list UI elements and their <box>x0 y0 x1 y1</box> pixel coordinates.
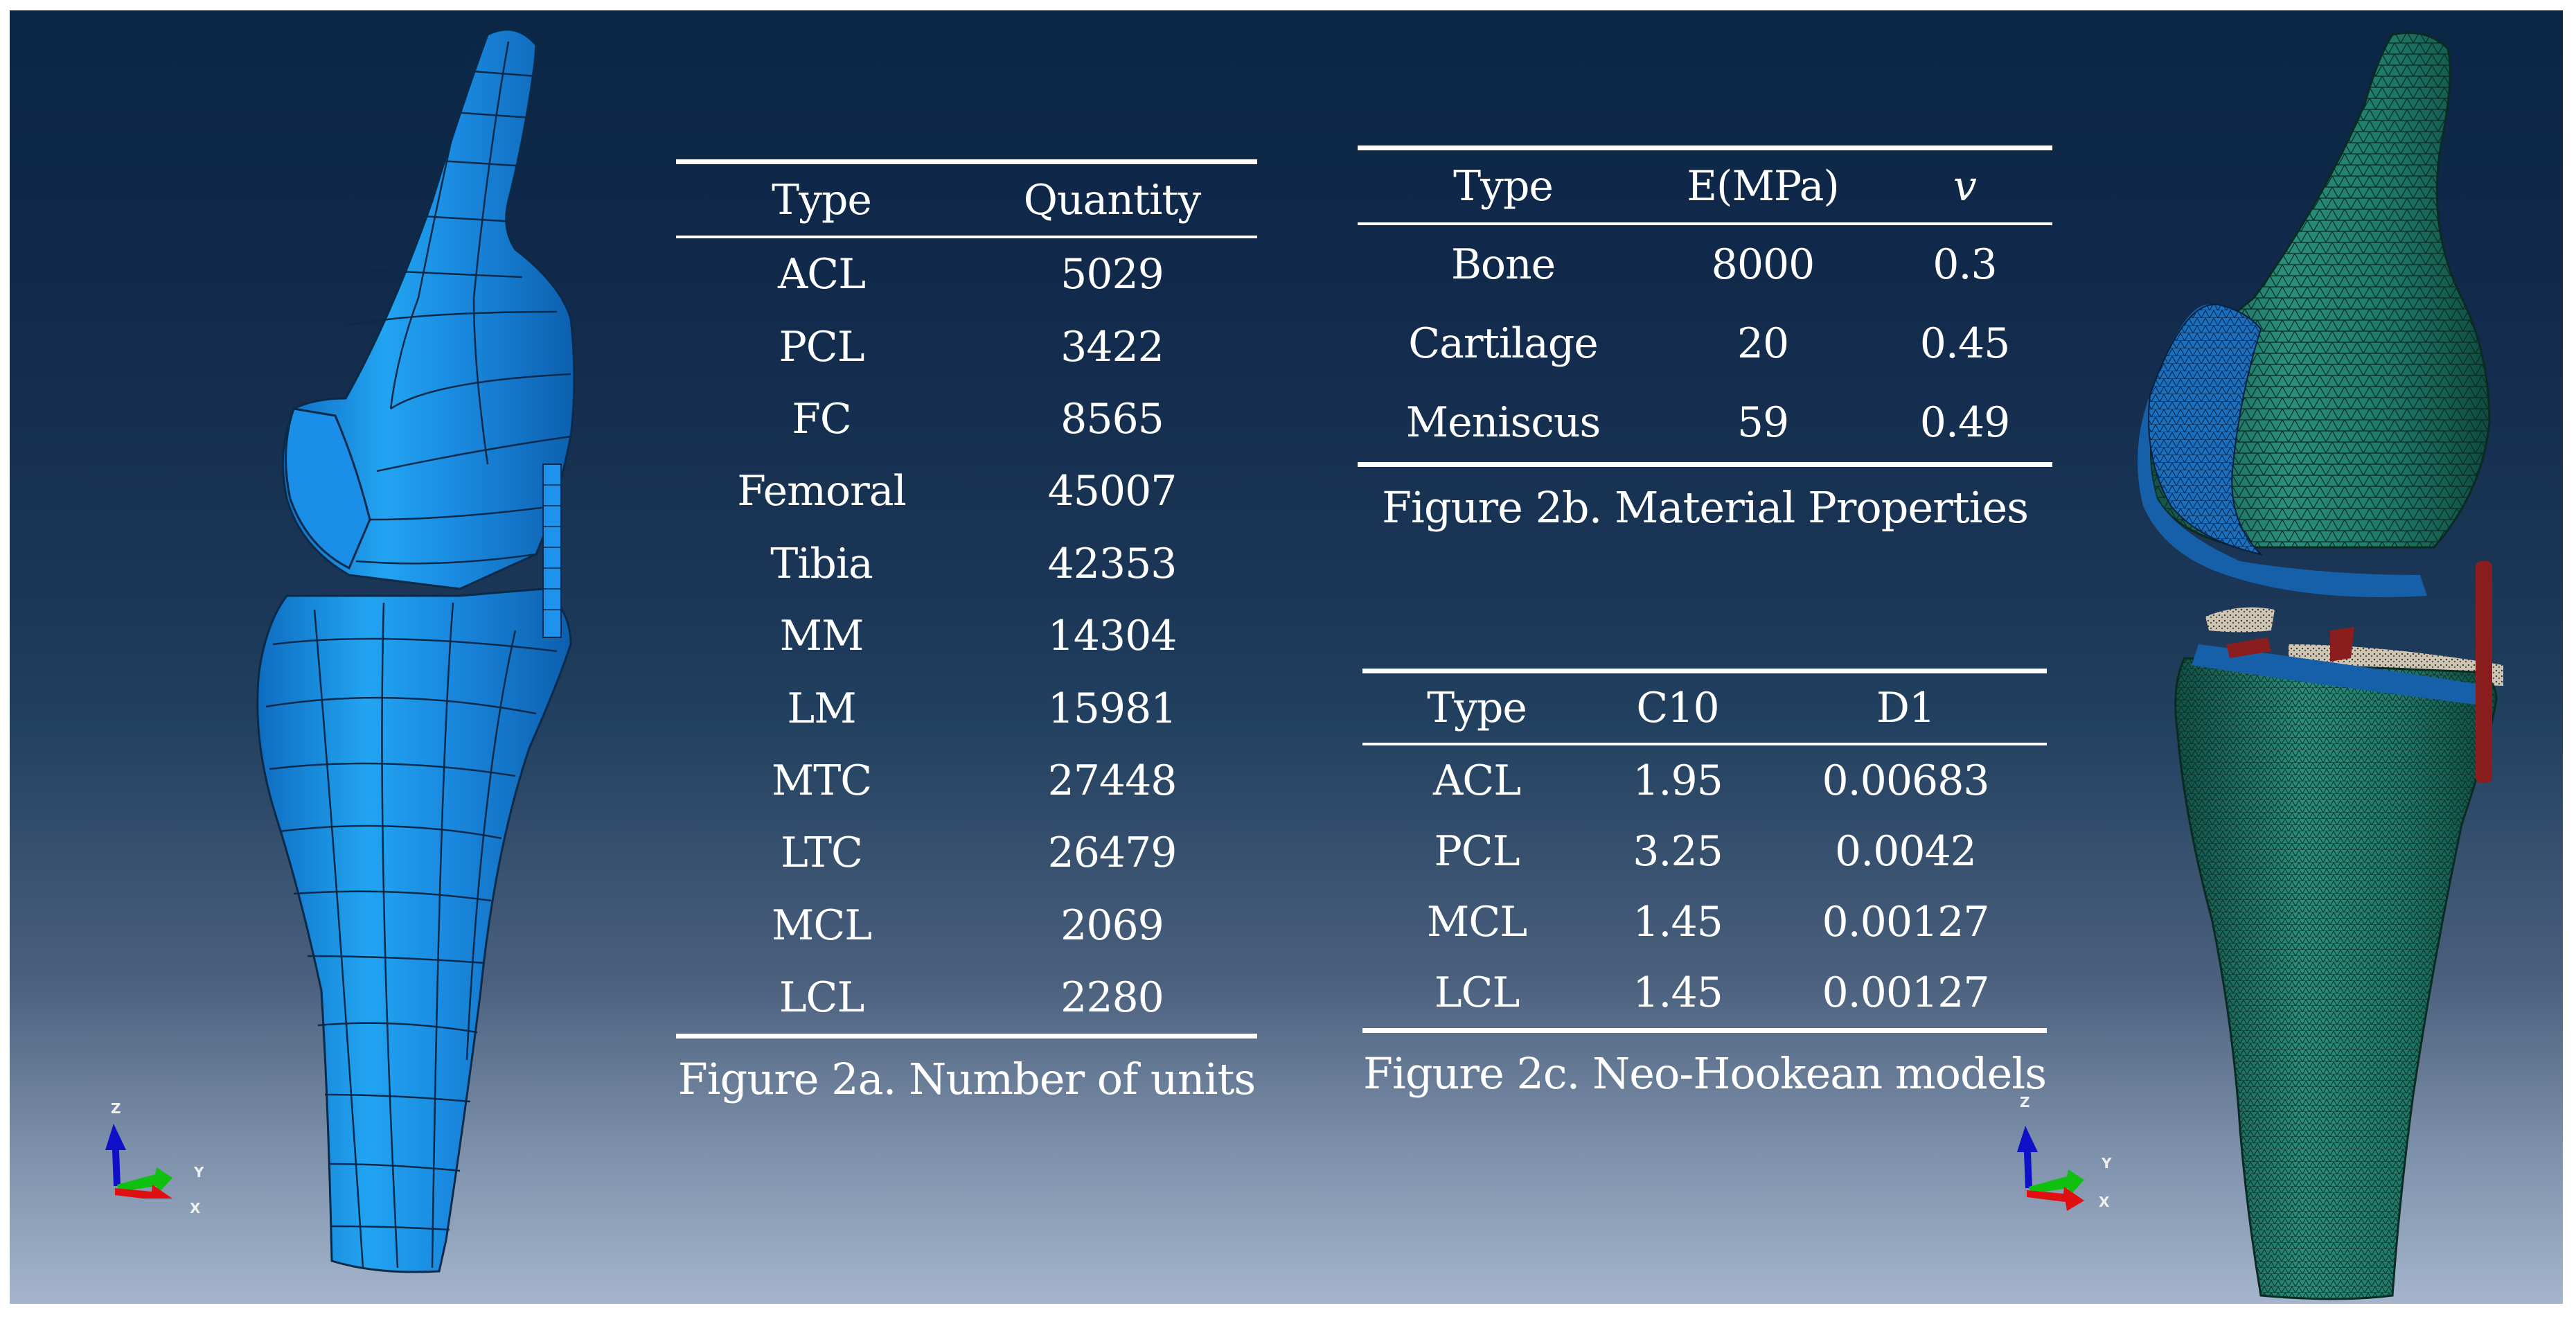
cell-c10: 1.45 <box>1633 898 1723 946</box>
cell-type: Meniscus <box>1405 398 1601 447</box>
cell-type: PCL <box>1434 827 1520 876</box>
cell-type: MM <box>779 612 864 661</box>
cell-type: MCL <box>1426 898 1527 946</box>
cell-type: Cartilage <box>1408 319 1598 368</box>
cell-quantity: 3422 <box>1060 322 1164 371</box>
table-row <box>676 528 1257 600</box>
table-caption: Figure 2b. Material Properties <box>1381 482 2029 533</box>
knee-hex-mesh-image <box>211 21 682 1302</box>
cell-quantity: 2069 <box>1060 901 1164 950</box>
axis-label-z: Z <box>2020 1094 2030 1111</box>
header-elastic-modulus: E(MPa) <box>1687 162 1839 211</box>
axis-triad-right <box>1998 1094 2115 1216</box>
xyz-axis-icon <box>1998 1098 2115 1216</box>
cell-quantity: 45007 <box>1047 467 1177 516</box>
axis-label-z: Z <box>111 1100 121 1117</box>
cell-type: FC <box>792 394 851 443</box>
cell-type: LTC <box>781 829 862 878</box>
table-row <box>676 310 1257 382</box>
cell-type: LCL <box>779 973 864 1023</box>
table-header-row <box>1358 150 2052 222</box>
table-material-properties <box>1358 145 2052 533</box>
cell-quantity: 26479 <box>1047 829 1177 878</box>
cell-c10: 1.95 <box>1633 757 1723 805</box>
cell-quantity: 15981 <box>1047 684 1177 733</box>
header-quantity: Quantity <box>1023 175 1201 224</box>
cell-type: Bone <box>1450 240 1556 289</box>
top-rule <box>1362 669 2047 673</box>
cell-type: ACL <box>777 250 866 299</box>
figure-panel <box>10 10 2563 1304</box>
cell-type: LM <box>787 684 856 733</box>
table-header-row <box>676 164 1257 236</box>
table-row <box>1358 383 2052 462</box>
header-c10: C10 <box>1636 684 1719 732</box>
cell-d1: 0.00683 <box>1822 757 1989 805</box>
axis-triad-left <box>86 1081 204 1217</box>
top-rule <box>676 159 1257 164</box>
cell-e-mpa: 59 <box>1736 398 1789 447</box>
axis-label-x: X <box>2099 1194 2110 1210</box>
knee-hex-mesh-model <box>211 21 682 1302</box>
table-row <box>676 238 1257 310</box>
cell-c10: 1.45 <box>1633 969 1723 1017</box>
cell-e-mpa: 8000 <box>1711 240 1815 289</box>
cell-quantity: 8565 <box>1060 394 1164 443</box>
cell-d1: 0.00127 <box>1822 898 1989 946</box>
header-type: Type <box>772 175 871 224</box>
axis-label-y: Y <box>194 1164 204 1181</box>
cell-quantity: 2280 <box>1060 973 1164 1023</box>
table-row <box>1362 957 2047 1028</box>
table-caption: Figure 2a. Number of units <box>677 1054 1256 1105</box>
cell-type: MTC <box>771 756 872 805</box>
cell-type: Tibia <box>770 539 873 588</box>
table-row <box>1362 745 2047 816</box>
bottom-rule <box>1362 1028 2047 1033</box>
bottom-rule <box>676 1034 1257 1038</box>
header-type: Type <box>1453 162 1553 211</box>
table-number-of-units <box>676 159 1257 1104</box>
cell-e-mpa: 20 <box>1736 319 1789 368</box>
header-poisson-ratio: v <box>1953 162 1976 211</box>
table-neo-hookean-models <box>1362 669 2047 1099</box>
cell-v: 0.3 <box>1933 240 1997 289</box>
table-row <box>676 600 1257 672</box>
top-rule <box>1358 145 2052 150</box>
cell-d1: 0.00127 <box>1822 969 1989 1017</box>
table-row <box>676 455 1257 527</box>
table-row <box>1362 887 2047 957</box>
cell-v: 0.49 <box>1919 398 2010 447</box>
knee-tet-mesh-image <box>2102 21 2563 1302</box>
cell-c10: 3.25 <box>1633 827 1723 876</box>
bottom-rule <box>1358 462 2052 467</box>
axis-label-x: X <box>190 1200 201 1217</box>
table-row <box>676 817 1257 889</box>
axis-label-y: Y <box>2102 1155 2112 1172</box>
cell-type: PCL <box>779 322 864 371</box>
cell-type: LCL <box>1434 969 1520 1017</box>
cell-type: MCL <box>771 901 872 950</box>
header-d1: D1 <box>1876 684 1935 732</box>
cell-quantity: 42353 <box>1047 539 1177 588</box>
table-row <box>1358 225 2052 304</box>
cell-d1: 0.0042 <box>1835 827 1976 876</box>
table-row <box>676 383 1257 455</box>
cell-quantity: 14304 <box>1047 612 1177 661</box>
table-header-row <box>1362 673 2047 743</box>
knee-tet-mesh-model <box>2102 21 2563 1302</box>
cell-v: 0.45 <box>1919 319 2010 368</box>
table-row <box>676 672 1257 744</box>
table-row <box>676 745 1257 817</box>
cell-type: ACL <box>1432 757 1521 805</box>
table-row <box>676 962 1257 1034</box>
table-row <box>676 890 1257 962</box>
cell-quantity: 5029 <box>1060 250 1164 299</box>
table-row <box>1358 304 2052 383</box>
cell-type: Femoral <box>737 467 906 516</box>
cell-quantity: 27448 <box>1047 756 1177 805</box>
header-type: Type <box>1427 684 1527 732</box>
table-caption: Figure 2c. Neo-Hookean models <box>1362 1048 2047 1099</box>
xyz-axis-icon <box>86 1081 204 1199</box>
table-row <box>1362 816 2047 887</box>
